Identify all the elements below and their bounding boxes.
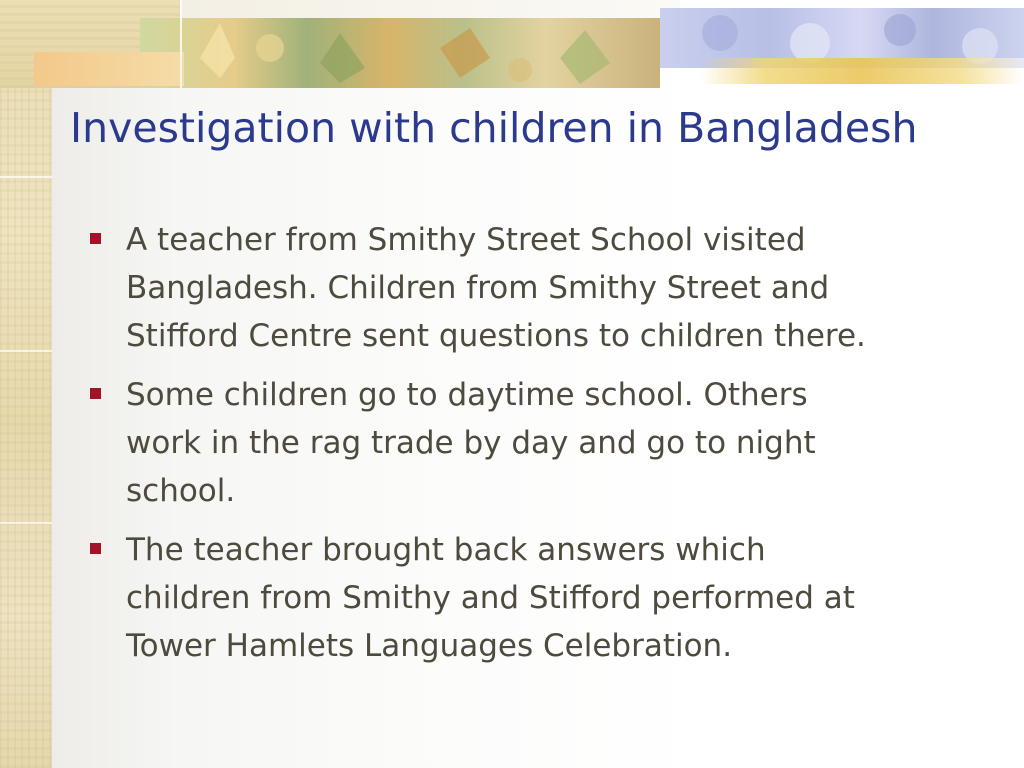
- banner-gold-tile: [700, 58, 1024, 84]
- bullet-item: [88, 526, 988, 670]
- bullet-list: [88, 216, 988, 681]
- bullet-line: Stifford Centre sent questions to children there.: [126, 318, 866, 354]
- bullet-text: [126, 526, 976, 670]
- bullet-line: Bangladesh. Children from Smithy Street and: [126, 270, 830, 306]
- bullet-item: [88, 371, 988, 515]
- square-bullet-icon: [90, 388, 101, 399]
- bullet-line: work in the rag trade by day and go to night: [126, 425, 816, 461]
- strip-seam: [0, 522, 52, 524]
- strip-seam: [0, 176, 52, 178]
- bullet-text: [126, 216, 976, 360]
- leaf-pattern-icon: [140, 18, 660, 88]
- left-decorative-strip: [0, 0, 52, 768]
- banner-light-tile: [180, 0, 680, 18]
- bullet-line: Some children go to daytime school. Others: [126, 377, 808, 413]
- banner-divider: [180, 0, 182, 88]
- banner-orange-tile: [34, 52, 184, 86]
- bullet-line: children from Smithy and Stifford performed at: [126, 580, 855, 616]
- bullet-text: [126, 371, 976, 515]
- bullet-line: The teacher brought back answers which: [126, 532, 766, 568]
- slide-title: Investigation with children in Bangladesh: [70, 104, 918, 152]
- strip-seam: [0, 350, 52, 352]
- top-decorative-banner: [0, 0, 1024, 88]
- bullet-line: school.: [126, 473, 236, 509]
- banner-floral-tile: [140, 18, 660, 88]
- bullet-line: A teacher from Smithy Street School visited: [126, 222, 806, 258]
- bullet-line: Tower Hamlets Languages Celebration.: [126, 628, 733, 664]
- square-bullet-icon: [90, 543, 101, 554]
- square-bullet-icon: [90, 233, 101, 244]
- bullet-item: [88, 216, 988, 360]
